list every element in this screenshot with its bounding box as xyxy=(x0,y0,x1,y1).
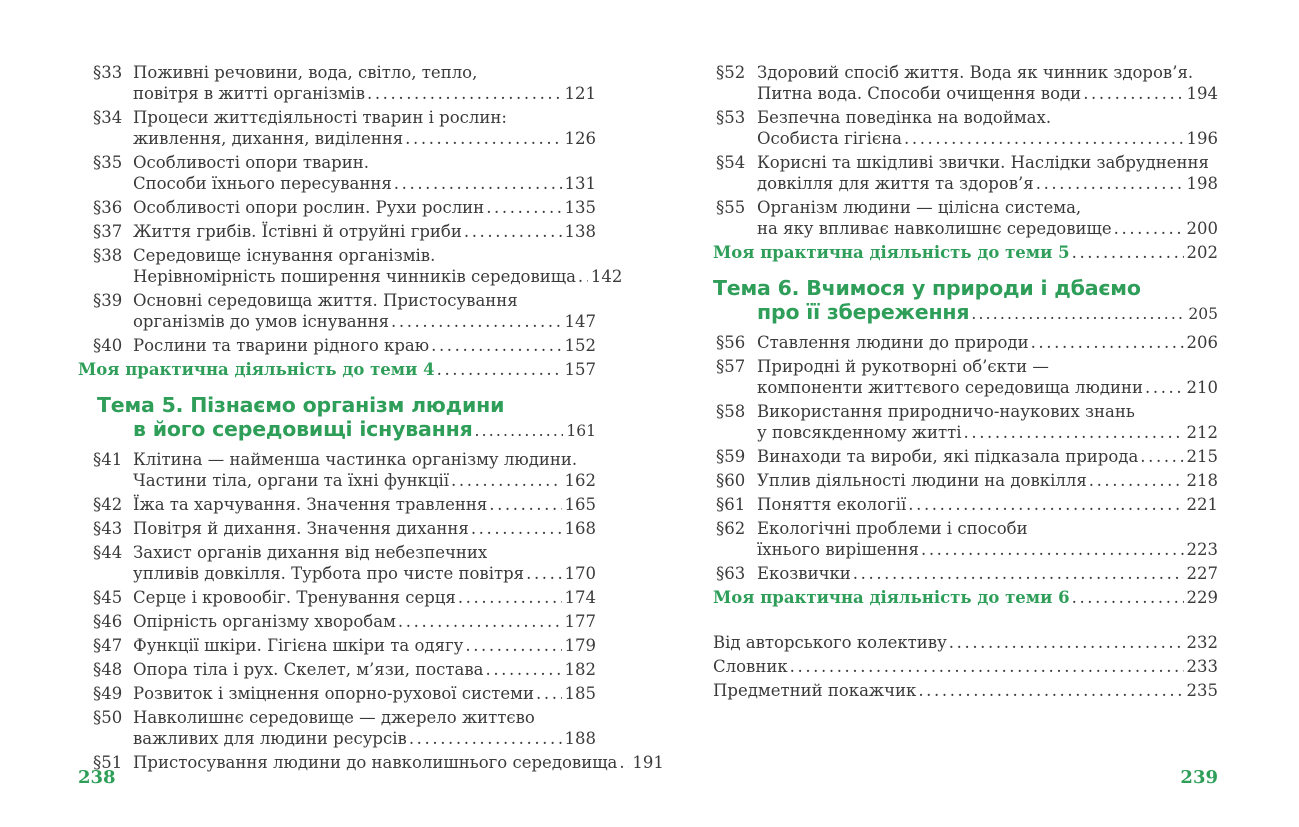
entry-title-line: Природні й рукотворні об’єкти — xyxy=(757,357,1049,376)
entry-title-line: у повсякденному житті xyxy=(757,423,962,442)
entry-title-line: Навколишнє середовище — джерело життєво xyxy=(133,708,535,727)
paragraph-number: §34 xyxy=(93,108,123,127)
entry-title-line: Нерівномірність поширення чинників середовища xyxy=(133,267,576,286)
paragraph-number: §51 xyxy=(93,753,123,772)
entry-page-number: 131 xyxy=(564,174,596,193)
entry-page-number: 198 xyxy=(1186,174,1218,193)
paragraph-number: §37 xyxy=(93,222,123,241)
entry-title-line: Процеси життєдіяльності тварин і рослин: xyxy=(133,108,507,127)
entry-page-number: 135 xyxy=(564,198,596,217)
entry-title-line: Використання природничо-наукових знань xyxy=(757,402,1135,421)
theme-title-line: Тема 5. Пізнаємо організм людини xyxy=(97,393,505,417)
dot-leader xyxy=(1072,587,1184,608)
toc-entry xyxy=(713,152,1218,194)
toc-theme-heading xyxy=(78,393,596,443)
dot-leader xyxy=(578,266,588,287)
entry-page-number: 162 xyxy=(564,471,596,490)
paragraph-number: §45 xyxy=(93,588,123,607)
dot-leader xyxy=(1140,446,1183,467)
entry-title-line: Безпечна поведінка на водоймах. xyxy=(757,108,1052,127)
toc-entry xyxy=(78,635,596,656)
entry-page-number: 196 xyxy=(1186,129,1218,148)
entry-title-line: їхнього вирішення xyxy=(757,540,919,559)
toc-entry xyxy=(78,494,596,515)
paragraph-number: §53 xyxy=(716,108,746,127)
toc-entry xyxy=(713,470,1218,491)
entry-title-line: Поживні речовини, вода, світло, тепло, xyxy=(133,63,478,82)
dot-leader xyxy=(475,419,564,443)
dot-leader xyxy=(367,83,562,104)
toc-entry xyxy=(713,356,1218,398)
dot-leader xyxy=(451,470,561,491)
entry-page-number: 235 xyxy=(1186,681,1218,700)
entry-title-line: Частини тіла, органи та їхні функції xyxy=(133,471,450,490)
dot-leader xyxy=(394,173,562,194)
paragraph-number: §60 xyxy=(716,471,746,490)
entry-page-number: 174 xyxy=(564,588,596,607)
entry-page-number: 168 xyxy=(564,519,596,538)
entry-page-number: 215 xyxy=(1186,447,1218,466)
entry-title-line: Особливості опори тварин. xyxy=(133,153,369,172)
toc-entry xyxy=(713,401,1218,443)
practice-label: Моя практична діяльність до теми 5 xyxy=(713,243,1070,262)
paragraph-number: §57 xyxy=(716,357,746,376)
entry-page-number: 206 xyxy=(1186,333,1218,352)
entry-page-number: 138 xyxy=(564,222,596,241)
theme-title-line: Тема 6. Вчимося у природи і дбаємо xyxy=(713,276,1141,300)
paragraph-number: §43 xyxy=(93,519,123,538)
dot-leader xyxy=(908,494,1183,515)
entry-page-number: 194 xyxy=(1186,84,1218,103)
entry-title-line: Клітина — найменша частинка організму людини. xyxy=(133,450,578,469)
paragraph-number: §41 xyxy=(93,450,123,469)
entry-title-line: Середовище існування організмів. xyxy=(133,246,436,265)
entry-title-line: Рослини та тварини рідного краю xyxy=(133,336,430,355)
entry-page-number: 126 xyxy=(564,129,596,148)
backmatter-label: Словник xyxy=(713,657,788,676)
paragraph-number: §47 xyxy=(93,636,123,655)
dot-leader xyxy=(526,563,561,584)
dot-leader xyxy=(431,335,561,356)
entry-page-number: 185 xyxy=(564,684,596,703)
entry-page-number: 210 xyxy=(1186,378,1218,397)
entry-title-line: Пристосування людини до навколишнього середовища xyxy=(133,753,618,772)
toc-entry xyxy=(713,332,1218,353)
toc-entry xyxy=(78,707,596,749)
entry-page-number: 188 xyxy=(564,729,596,748)
paragraph-number: §48 xyxy=(93,660,123,679)
entry-title-line: Функції шкіри. Гігієна шкіри та одягу xyxy=(133,636,464,655)
toc-entry xyxy=(78,335,596,356)
entry-title-line: Ставлення людини до природи xyxy=(757,333,1029,352)
toc-entry xyxy=(78,587,596,608)
dot-leader xyxy=(409,728,562,749)
entry-title-line: Життя грибів. Їстівні й отруйні гриби xyxy=(133,222,462,241)
dot-leader xyxy=(1114,218,1184,239)
entry-page-number: 191 xyxy=(632,753,664,772)
entry-page-number: 223 xyxy=(1186,540,1218,559)
paragraph-number: §35 xyxy=(93,153,123,172)
toc-column-right xyxy=(713,62,1218,704)
dot-leader xyxy=(1145,377,1184,398)
toc-entry xyxy=(713,518,1218,560)
dot-leader xyxy=(949,632,1184,653)
entry-page-number: 179 xyxy=(564,636,596,655)
entry-title-line: Розвиток і зміцнення опорно-рухової системи xyxy=(133,684,534,703)
theme-title-line: в його середовищі існування xyxy=(133,417,473,441)
dot-leader xyxy=(536,683,562,704)
backmatter-label: Предметний покажчик xyxy=(713,681,917,700)
dot-leader xyxy=(1036,173,1184,194)
toc-entry xyxy=(78,683,596,704)
dot-leader xyxy=(464,221,562,242)
dot-leader xyxy=(971,302,1185,326)
paragraph-number: §50 xyxy=(93,708,123,727)
toc-entry xyxy=(78,197,596,218)
entry-page-number: 121 xyxy=(564,84,596,103)
toc-practice-heading xyxy=(713,587,1218,608)
dot-leader xyxy=(964,422,1184,443)
entry-title-line: Уплив діяльності людини на довкілля xyxy=(757,471,1087,490)
dot-leader xyxy=(391,311,562,332)
dot-leader xyxy=(437,359,562,380)
dot-leader xyxy=(1089,470,1184,491)
paragraph-number: §39 xyxy=(93,291,123,310)
entry-title-line: Екологічні проблеми і способи xyxy=(757,519,1028,538)
paragraph-number: §62 xyxy=(716,519,746,538)
entry-page-number: 170 xyxy=(564,564,596,583)
dot-leader xyxy=(485,659,561,680)
toc-practice-heading xyxy=(713,242,1218,263)
paragraph-number: §55 xyxy=(716,198,746,217)
entry-title-line: Поняття екології xyxy=(757,495,907,514)
dot-leader xyxy=(921,539,1184,560)
dot-leader xyxy=(471,518,562,539)
entry-page-number: 212 xyxy=(1186,423,1218,442)
toc-entry xyxy=(713,494,1218,515)
dot-leader xyxy=(790,656,1184,677)
dot-leader xyxy=(1083,83,1183,104)
entry-title-line: Основні середовища життя. Пристосування xyxy=(133,291,518,310)
entry-page-number: 142 xyxy=(590,267,623,286)
entry-page-number: 227 xyxy=(1186,564,1218,583)
toc-entry xyxy=(713,107,1218,149)
practice-label: Моя практична діяльність до теми 6 xyxy=(713,588,1070,607)
page-folio-left: 238 xyxy=(78,767,116,788)
entry-title-line: Серце і кровообіг. Тренування серця xyxy=(133,588,456,607)
toc-practice-heading xyxy=(78,359,596,380)
entry-title-line: Повітря й дихання. Значення дихання xyxy=(133,519,469,538)
entry-title-line: Способи їхнього пересування xyxy=(133,174,392,193)
dot-leader xyxy=(619,752,629,773)
paragraph-number: §40 xyxy=(93,336,123,355)
entry-page-number: 233 xyxy=(1186,657,1218,676)
entry-title-line: Особливості опори рослин. Рухи рослин xyxy=(133,198,485,217)
page-folio-right: 239 xyxy=(1180,767,1218,788)
toc-entry xyxy=(78,221,596,242)
paragraph-number: §54 xyxy=(716,153,746,172)
toc-entry xyxy=(78,659,596,680)
dot-leader xyxy=(853,563,1184,584)
entry-page-number: 229 xyxy=(1186,588,1218,607)
entry-title-line: організмів до умов існування xyxy=(133,312,389,331)
entry-title-line: компоненти життєвого середовища людини xyxy=(757,378,1143,397)
theme-title-line: про її збереження xyxy=(757,300,970,324)
dot-leader xyxy=(918,680,1183,701)
entry-page-number: 157 xyxy=(564,360,596,379)
toc-entry xyxy=(713,62,1218,104)
backmatter-label: Від авторського колективу xyxy=(713,633,947,652)
toc-entry xyxy=(713,197,1218,239)
entry-page-number: 221 xyxy=(1186,495,1218,514)
entry-page-number: 152 xyxy=(564,336,596,355)
entry-title-line: Їжа та харчування. Значення травлення xyxy=(133,495,488,514)
dot-leader xyxy=(489,494,561,515)
toc-entry xyxy=(78,542,596,584)
entry-page-number: 165 xyxy=(564,495,596,514)
paragraph-number: §49 xyxy=(93,684,123,703)
entry-title-line: Опора тіла і рух. Скелет, м’язи, постава xyxy=(133,660,484,679)
toc-entry xyxy=(78,290,596,332)
toc-column-left xyxy=(78,62,664,776)
entry-page-number: 147 xyxy=(564,312,596,331)
paragraph-number: §46 xyxy=(93,612,123,631)
entry-title-line: Особиста гігієна xyxy=(757,129,903,148)
dot-leader xyxy=(405,128,561,149)
entry-page-number: 218 xyxy=(1186,471,1218,490)
entry-title-line: довкілля для життя та здоров’я xyxy=(757,174,1034,193)
toc-entry xyxy=(78,62,596,104)
entry-title-line: Екозвички xyxy=(757,564,851,583)
dot-leader xyxy=(1031,332,1184,353)
toc-backmatter-entry xyxy=(713,656,1218,677)
dot-leader xyxy=(1072,242,1184,263)
paragraph-number: §61 xyxy=(716,495,746,514)
toc-entry xyxy=(78,518,596,539)
toc-entry xyxy=(78,245,623,287)
practice-label: Моя практична діяльність до теми 4 xyxy=(78,360,435,379)
entry-title-line: Здоровий спосіб життя. Вода як чинник здоров’я. xyxy=(757,63,1194,82)
toc-theme-heading xyxy=(713,276,1218,326)
dot-leader xyxy=(486,197,561,218)
entry-title-line: Винаходи та вироби, які підказала природа xyxy=(757,447,1139,466)
entry-title-line: Корисні та шкідливі звички. Наслідки забруднення xyxy=(757,153,1209,172)
toc-entry xyxy=(78,152,596,194)
entry-page-number: 161 xyxy=(566,422,596,440)
paragraph-number: §42 xyxy=(93,495,123,514)
entry-page-number: 182 xyxy=(564,660,596,679)
entry-title-line: живлення, дихання, виділення xyxy=(133,129,404,148)
entry-title-line: Опірність організму хворобам xyxy=(133,612,396,631)
entry-title-line: Захист органів дихання від небезпечних xyxy=(133,543,488,562)
paragraph-number: §33 xyxy=(93,63,123,82)
entry-page-number: 202 xyxy=(1186,243,1218,262)
paragraph-number: §59 xyxy=(716,447,746,466)
dot-leader xyxy=(458,587,562,608)
paragraph-number: §36 xyxy=(93,198,123,217)
toc-entry xyxy=(713,446,1218,467)
entry-title-line: упливів довкілля. Турбота про чисте повітря xyxy=(133,564,525,583)
entry-page-number: 177 xyxy=(564,612,596,631)
paragraph-number: §38 xyxy=(93,246,123,265)
entry-title-line: повітря в житті організмів xyxy=(133,84,365,103)
paragraph-number: §58 xyxy=(716,402,746,421)
entry-title-line: Організм людини — цілісна система, xyxy=(757,198,1082,217)
entry-page-number: 205 xyxy=(1188,305,1218,323)
paragraph-number: §56 xyxy=(716,333,746,352)
toc-backmatter-entry xyxy=(713,632,1218,653)
dot-leader xyxy=(904,128,1183,149)
toc-backmatter-entry xyxy=(713,680,1218,701)
entry-title-line: важливих для людини ресурсів xyxy=(133,729,407,748)
toc-entry xyxy=(78,449,596,491)
entry-title-line: Питна вода. Способи очищення води xyxy=(757,84,1082,103)
toc-entry xyxy=(713,563,1218,584)
paragraph-number: §63 xyxy=(716,564,746,583)
paragraph-number: §44 xyxy=(93,543,123,562)
toc-entry xyxy=(78,107,596,149)
toc-entry xyxy=(78,752,664,773)
toc-entry xyxy=(78,611,596,632)
entry-page-number: 200 xyxy=(1186,219,1218,238)
dot-leader xyxy=(398,611,562,632)
paragraph-number: §52 xyxy=(716,63,746,82)
entry-page-number: 232 xyxy=(1186,633,1218,652)
entry-title-line: на яку впливає навколишнє середовище xyxy=(757,219,1112,238)
dot-leader xyxy=(465,635,561,656)
